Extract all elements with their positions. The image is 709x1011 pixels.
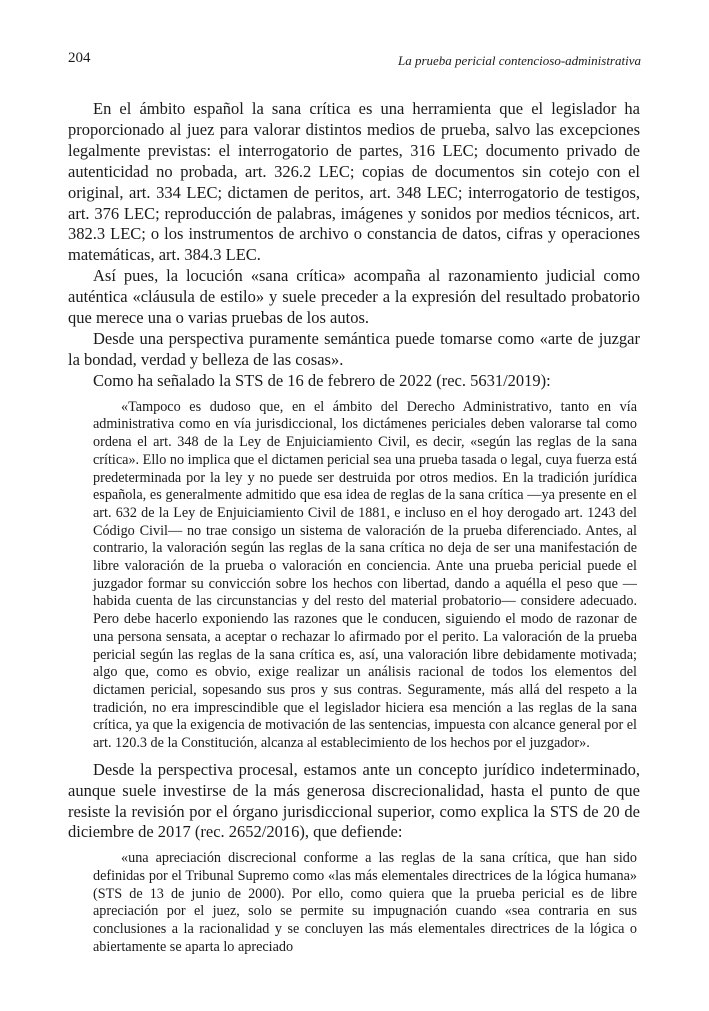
paragraph: Así pues, la locución «sana crítica» acompaña al razonamiento judicial como auténtica «cláusula de estilo» y suele preceder a la expresión del resultado probatorio que merece una o varias pruebas de los autos.: [68, 266, 640, 328]
page-number: 204: [68, 50, 91, 66]
paragraph: Como ha señalado la STS de 16 de febrero de 2022 (rec. 5631/2019):: [93, 370, 551, 390]
body-text: [68, 99, 640, 957]
quote-text: «Tampoco es dudoso que, en el ámbito del Derecho Administrativo, tanto en vía administrativa como en vía jurisdiccional, los dictámenes periciales deben valorarse tal como ordena el art. 348 de la Ley de Enjuiciamiento Civil, es decir, «según las reglas de la sana crítica». Ello no implica que el dictamen pericial sea una prueba tasada o legal, cuya fuerza está predeterminada por la ley y no puede ser destruida por otros medios. En la tradición jurídica española, es generalmente admitido que esa idea de reglas de la sana crítica —ya presente en el art. 632 de la Ley de Enjuiciamiento Civil de 1881, e incluso en el hoy derogado art. 1243 del Código Civil— no trae consigo un sistema de valoración de la prueba diferenciado. Antes, al contrario, la valoración según las reglas de la sana crítica no deja de ser una manifestación de libre valoración de la prueba o valoración en conciencia. Ante una prueba pericial puede el juzgador formar su convicción sobre los hechos con libertad, dando a aquélla el peso que —habida cuenta de las circunstancias y del resto del material probatorio— considere adecuado. Pero debe hacerlo exponiendo las razones que le conducen, siguiendo el modo de razonar de una persona sensata, a aceptar o rechazar lo afirmado por el perito. La valoración de la prueba pericial según las reglas de la sana crítica es, así, una valoración libre debidamente motivada; algo que, como es obvio, exige realizar un análisis racional de todos los elementos del dictamen pericial, sopesando sus pros y sus contras. Seguramente, más allá del respeto a la tradición, no era imprescindible que el legislador hiciera esa mención a las reglas de la sana crítica, ya que la exigencia de motivación de las sentencias, impuesta con alcance general por el art. 120.3 de la Constitución, alcanza al establecimiento de los hechos por el juzgador».: [93, 398, 638, 752]
paragraph: Desde la perspectiva procesal, estamos ante un concepto jurídico indeterminado, aunque suele investirse de la más generosa discrecionalidad, hasta el punto de que resiste la revisión por el órgano jurisdiccional superior, como explica la STS de 20 de diciembre de 2017 (rec. 2652/2016), que defiende:: [68, 759, 640, 842]
running-title: La prueba pericial contencioso-administrativa: [397, 53, 641, 68]
quote-text: «una apreciación discrecional conforme a las reglas de la sana crítica, que han sido definidas por el Tribunal Supremo como «las más elementales directrices de la lógica humana» (STS de 13 de junio de 2000). Por ello, como quiera que la prueba pericial es de libre apreciación por el juez, solo se permite su impugnación cuando «sea contraria en sus conclusiones a la racionalidad y se concluyen las más elementales directrices de la lógica o abiertamente se aparta lo apreciado: [93, 850, 637, 955]
paragraph: Desde una perspectiva puramente semántica puede tomarse como «arte de juzgar la bondad, verdad y belleza de las cosas».: [68, 328, 640, 369]
block-quote: [68, 850, 640, 956]
paragraph: En el ámbito español la sana crítica es una herramienta que el legislador ha proporcionado al juez para valorar distintos medios de prueba, salvo las excepciones legalmente previstas: el interrogatorio de partes, 316 LEC; documento privado de autenticidad no probada, art. 326.2 LEC; copias de documentos sin cotejo con el original, art. 334 LEC; dictamen de peritos, art. 348 LEC; interrogatorio de testigos, art. 376 LEC; reproducción de palabras, imágenes y sonidos por medios técnicos, art. 382.3 LEC; o los instrumentos de archivo o constancia de datos, cifras y operaciones matemáticas, art. 384.3 LEC.: [68, 99, 640, 265]
block-quote: [68, 399, 640, 753]
